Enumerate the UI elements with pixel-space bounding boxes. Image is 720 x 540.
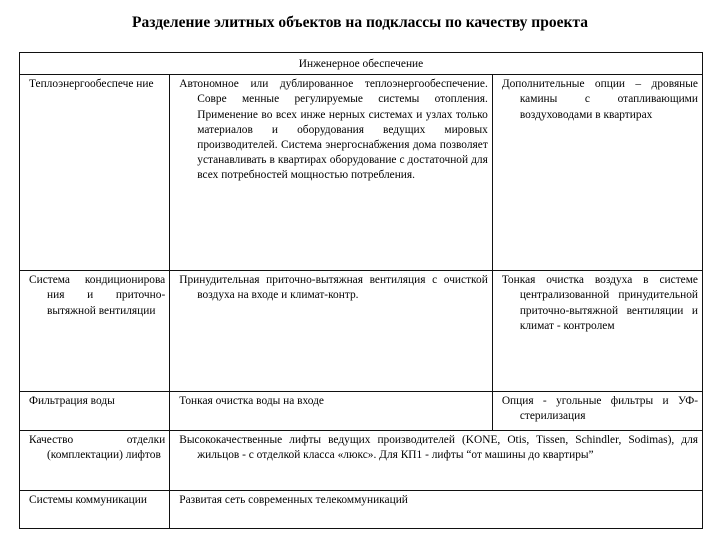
row-standard: Развитая сеть современных телекоммуникаций (179, 494, 408, 507)
row-standard-cell (170, 392, 493, 431)
row-extra-cell (492, 271, 702, 392)
row-extra-cell (492, 392, 702, 431)
table-header-row (20, 53, 703, 75)
row-standard: Автономное или дублированное теплоэнергообеспечение. Совре менные регулируемые системы отопления. Применение во всех инже нерных системах и узлах только материалов и оборудования ведущих мировых производителей. Система энергоснабжения дома позволяет устанавливать в квартирах оборудование с достаточной для всех потребностей мощностью потребления. (179, 78, 488, 182)
engineering-table (19, 52, 703, 529)
row-name-cell (20, 392, 170, 431)
table-row (20, 271, 703, 392)
row-name-cell (20, 75, 170, 271)
row-name-cell (20, 491, 170, 529)
row-extra: Опция - угольные фильтры и УФ- стерилизация (501, 395, 698, 423)
row-extra-cell (492, 75, 702, 271)
table-row (20, 491, 703, 529)
table-header: Инженерное обеспечение (20, 53, 703, 75)
row-name: Качество отделки (комплектации) лифтов (29, 434, 166, 462)
row-name-cell (20, 431, 170, 491)
table-row (20, 75, 703, 271)
row-standard-cell (170, 431, 703, 491)
row-extra: Дополнительные опции – дровяные камины с отапливающими воздуховодами в квартирах (501, 78, 698, 121)
page-title: Разделение элитных объектов на подклассы по качеству проекта (132, 14, 588, 31)
row-standard: Принудительная приточно-вытяжная вентиляция с очисткой воздуха на входе и климат-контр. (179, 274, 488, 302)
row-name: Фильтрация воды (29, 395, 115, 408)
row-name: Теплоэнергообеспече ние (29, 78, 154, 91)
row-name-cell (20, 271, 170, 392)
table-row (20, 392, 703, 431)
row-name: Системы коммуникации (29, 494, 147, 507)
row-name: Система кондиционирова ния и приточно-вытяжной вентиляции (29, 274, 166, 317)
row-standard-cell (170, 271, 493, 392)
row-extra: Тонкая очистка воздуха в системе централизованной принудительной приточно-вытяжной вентиляции и климат - контролем (501, 274, 698, 332)
row-standard-cell (170, 75, 493, 271)
row-standard: Тонкая очистка воды на входе (179, 395, 324, 408)
row-standard-cell (170, 491, 703, 529)
table-row (20, 431, 703, 491)
row-standard: Высококачественные лифты ведущих производителей (KONE, Otis, Tissen, Schindler, Sodimas), для жильцов - с отделкой класса «люкс». Для КП1 - лифты “от машины до квартиры” (179, 434, 698, 462)
